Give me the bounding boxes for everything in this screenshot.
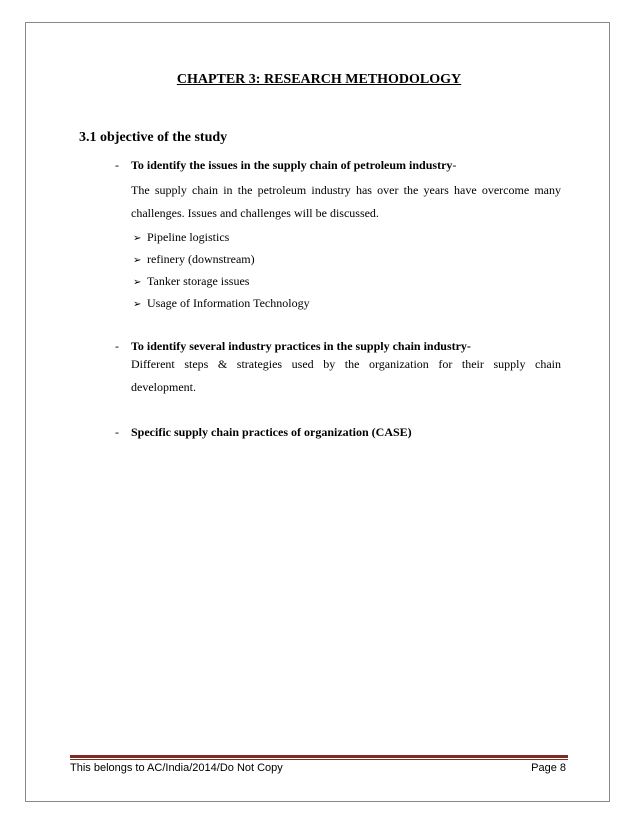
arrow-right-icon: ➢ <box>133 233 142 244</box>
description-line: Different steps & strategies used by the organization for their supply chain <box>131 357 561 371</box>
item-title-trail: - <box>452 158 457 172</box>
arrow-right-icon: ➢ <box>133 255 142 266</box>
footer-rule-thin <box>70 759 568 760</box>
footer-page-number: Page 8 <box>531 762 566 774</box>
arrow-right-icon: ➢ <box>133 299 142 310</box>
arrow-right-icon: ➢ <box>133 277 142 288</box>
bullet-item <box>133 292 310 314</box>
item-marker: - <box>115 339 119 353</box>
description-line: development. <box>131 380 196 394</box>
chapter-title: CHAPTER 3: RESEARCH METHODOLOGY <box>176 72 462 87</box>
item-marker: - <box>115 425 119 439</box>
item-marker: - <box>115 158 119 172</box>
bullet-item <box>133 248 310 270</box>
bullet-text: Pipeline logistics <box>147 230 230 244</box>
item-title: To identify several industry practices in the supply chain industry- <box>131 339 471 353</box>
item-title <box>131 158 456 173</box>
description-line: challenges. Issues and challenges will be discussed. <box>131 206 379 220</box>
footer-copyright: This belongs to AC/India/2014/Do Not Copy <box>70 762 283 774</box>
bullet-item <box>133 226 310 248</box>
bullet-text: refinery (downstream) <box>147 252 255 266</box>
section-heading: 3.1 objective of the study <box>79 130 228 145</box>
footer-rule <box>70 755 568 758</box>
bullet-text: Usage of Information Technology <box>147 296 310 310</box>
item-description <box>131 179 561 225</box>
item-description <box>131 353 561 399</box>
bullet-list <box>133 226 310 314</box>
item-title: Specific supply chain practices of organization (CASE) <box>131 425 412 439</box>
bullet-text: Tanker storage issues <box>147 274 250 288</box>
item-title-text: To identify the issues in the supply chain of petroleum industry <box>131 158 453 172</box>
description-line: The supply chain in the petroleum industry has over the years have overcome many <box>131 183 561 197</box>
bullet-item <box>133 270 310 292</box>
